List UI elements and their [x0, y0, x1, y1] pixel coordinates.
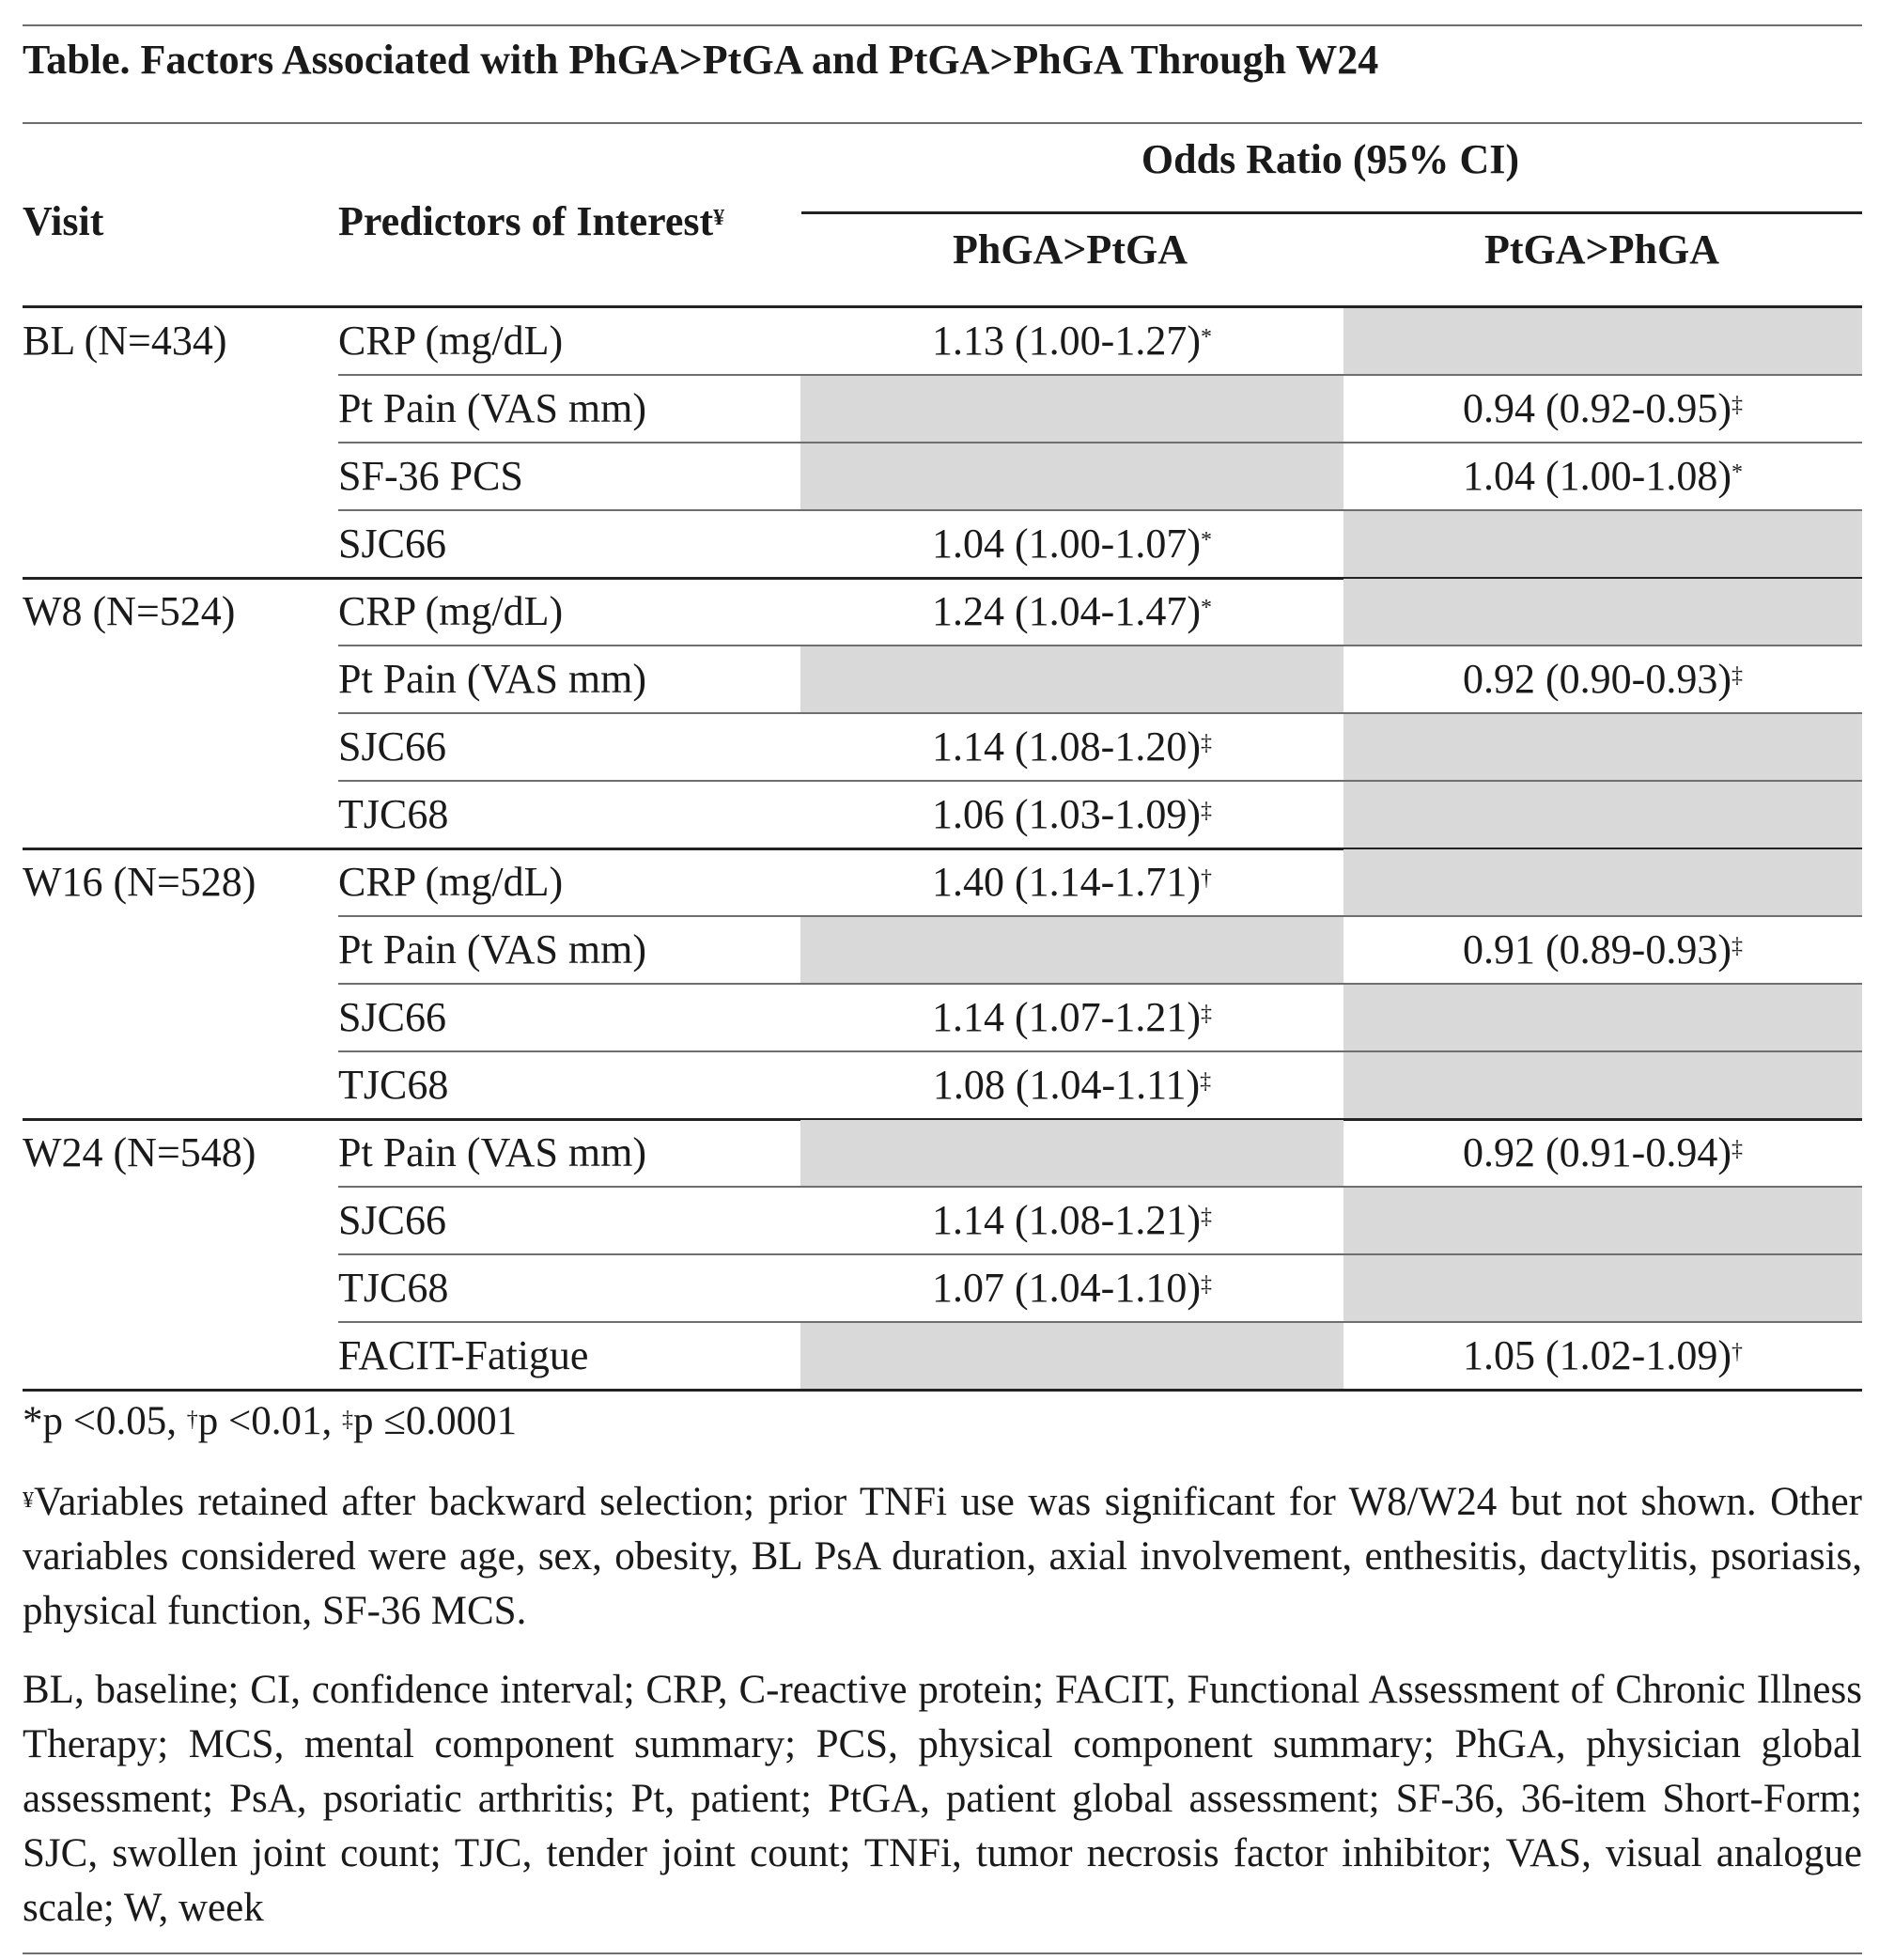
sig-p3: p ≤0.0001 — [353, 1399, 518, 1443]
predictor-cell — [338, 985, 799, 1051]
abbreviations-note: BL, baseline; CI, confidence interval; CRP, C-reactive protein; FACIT, Functional Assessment of Chronic Illness Therapy; MCS, mental component summary; PCS, physical component summary; PhGA, physician global assessment; PsA, psoriatic arthritis; Pt, patient; PtGA, patient global assessment; SF-36, 36-item Short-Form; SJC, swollen joint count; TJC, tender joint count; TNFi, tumor necrosis factor inhibitor; VAS, visual analogue scale; W, week — [23, 1668, 1862, 1930]
mark-ddagger: ‡ — [342, 1408, 354, 1432]
phga-ptga-cell-text: 1.24 (1.04-1.47) — [932, 588, 1201, 634]
predictor-cell — [338, 511, 799, 578]
phga-ptga-cell — [800, 1255, 1343, 1322]
visit-cell — [23, 511, 333, 578]
phga-ptga-cell-mark: * — [1200, 325, 1212, 350]
ptga-phga-cell — [1343, 782, 1862, 848]
predictor-cell-text: Pt Pain (VAS mm) — [338, 1129, 647, 1175]
bottom-rule — [23, 1952, 1862, 1954]
ptga-phga-cell — [1343, 917, 1862, 984]
visit-cell — [23, 985, 333, 1051]
predictor-cell-text: CRP (mg/dL) — [338, 318, 564, 364]
predictor-cell-text: TJC68 — [338, 1062, 449, 1108]
ptga-phga-cell — [1343, 1052, 1862, 1119]
title-rule — [23, 122, 1862, 124]
ptga-phga-cell-mark: ‡ — [1731, 934, 1743, 958]
ptga-phga-cell — [1343, 1323, 1862, 1390]
phga-ptga-cell-text: 1.07 (1.04-1.10) — [932, 1265, 1201, 1311]
phga-ptga-cell — [800, 1052, 1343, 1119]
phga-ptga-cell-mark: † — [1200, 866, 1212, 891]
visit-cell — [23, 1255, 333, 1322]
phga-ptga-cell-text: 1.14 (1.08-1.21) — [932, 1197, 1201, 1243]
visit-cell-text: BL (N=434) — [23, 318, 227, 364]
ptga-phga-cell-text: 0.92 (0.90-0.93) — [1463, 656, 1731, 702]
predictor-cell — [338, 1255, 799, 1322]
phga-ptga-cell — [800, 714, 1343, 781]
visit-cell — [23, 1323, 333, 1390]
phga-ptga-cell-text: 1.14 (1.07-1.21) — [932, 994, 1201, 1040]
ptga-phga-cell — [1343, 511, 1862, 578]
ptga-phga-cell-text: 0.91 (0.89-0.93) — [1463, 926, 1731, 972]
visit-cell-text: W8 (N=524) — [23, 588, 236, 634]
predictor-cell-text: SJC66 — [338, 1197, 446, 1243]
predictor-cell-text: SJC66 — [338, 994, 446, 1040]
ptga-phga-cell — [1343, 1188, 1862, 1254]
phga-ptga-cell-mark: * — [1200, 596, 1212, 620]
ptga-phga-cell-text: 0.92 (0.91-0.94) — [1463, 1129, 1731, 1175]
ptga-phga-cell — [1343, 849, 1862, 916]
predictor-cell-text: Pt Pain (VAS mm) — [338, 926, 647, 972]
predictor-cell-text: CRP (mg/dL) — [338, 588, 564, 634]
visit-cell — [23, 782, 333, 848]
header-col-ptga-phga: PtGA>PhGA — [1484, 226, 1719, 272]
visit-cell — [23, 646, 333, 713]
table-title: Table. Factors Associated with PhGA>PtGA and PtGA>PhGA Through W24 — [23, 37, 1379, 83]
significance-note — [23, 1394, 1862, 1449]
phga-ptga-cell-mark: * — [1200, 528, 1212, 552]
phga-ptga-cell-text: 1.14 (1.08-1.20) — [932, 723, 1201, 770]
predictor-cell — [338, 443, 799, 510]
phga-ptga-cell-mark: ‡ — [1200, 1002, 1212, 1026]
phga-ptga-cell — [800, 443, 1343, 510]
table-row — [23, 1120, 1862, 1188]
predictor-cell — [338, 782, 799, 848]
variables-mark: ¥ — [23, 1488, 34, 1513]
phga-ptga-cell-text: 1.40 (1.14-1.71) — [932, 859, 1201, 905]
table-row — [23, 1188, 1862, 1255]
phga-ptga-cell-mark: ‡ — [1200, 731, 1212, 755]
phga-ptga-cell-mark: ‡ — [1200, 799, 1212, 823]
phga-ptga-cell — [800, 782, 1343, 848]
table-row — [23, 511, 1862, 579]
phga-ptga-cell — [800, 308, 1343, 375]
ptga-phga-cell — [1343, 1255, 1862, 1322]
ptga-phga-cell — [1343, 443, 1862, 510]
ptga-phga-cell-mark: ‡ — [1731, 393, 1743, 417]
ptga-phga-cell-text: 1.04 (1.00-1.08) — [1463, 453, 1731, 499]
predictor-cell — [338, 849, 799, 916]
phga-ptga-cell-text: 1.13 (1.00-1.27) — [932, 318, 1201, 364]
predictor-cell-text: SJC66 — [338, 723, 446, 770]
phga-ptga-cell — [800, 1188, 1343, 1254]
table-row — [23, 443, 1862, 511]
ptga-phga-cell-mark: ‡ — [1731, 663, 1743, 688]
visit-cell — [23, 1052, 333, 1119]
phga-ptga-cell-mark: ‡ — [1200, 1272, 1212, 1297]
table-row — [23, 579, 1862, 646]
phga-ptga-cell — [800, 1323, 1343, 1390]
visit-cell-text: W16 (N=528) — [23, 859, 256, 905]
header-predictors — [338, 194, 724, 250]
visit-cell — [23, 579, 333, 646]
mark-dagger: † — [186, 1408, 198, 1432]
table-row — [23, 1052, 1862, 1120]
predictor-cell — [338, 376, 799, 443]
predictor-cell-text: TJC68 — [338, 1265, 449, 1311]
predictor-cell — [338, 714, 799, 781]
top-rule — [23, 24, 1862, 26]
phga-ptga-cell — [800, 646, 1343, 713]
predictor-cell — [338, 917, 799, 984]
predictor-cell-text: CRP (mg/dL) — [338, 859, 564, 905]
table-row — [23, 1323, 1862, 1391]
predictor-cell — [338, 1052, 799, 1119]
ptga-phga-cell-mark: * — [1731, 460, 1743, 485]
header-col-phga-ptga: PhGA>PtGA — [953, 226, 1188, 272]
visit-cell — [23, 1188, 333, 1254]
phga-ptga-cell-text: 1.06 (1.03-1.09) — [932, 791, 1201, 837]
table-row — [23, 985, 1862, 1052]
predictor-cell — [338, 579, 799, 646]
visit-cell — [23, 714, 333, 781]
phga-ptga-cell — [800, 1120, 1343, 1187]
ptga-phga-cell-text: 1.05 (1.02-1.09) — [1463, 1332, 1731, 1378]
visit-cell — [23, 308, 333, 375]
table-row — [23, 1255, 1862, 1323]
phga-ptga-cell-text: 1.04 (1.00-1.07) — [932, 521, 1201, 567]
predictor-cell-text: TJC68 — [338, 791, 449, 837]
variables-text: Variables retained after backward selection; prior TNFi use was significant for W8/W24 but not shown. Other variables considered were age, sex, obesity, BL PsA duration, axial involvement, enthesitis, dactylitis, psoriasis, physical function, SF-36 MCS. — [23, 1480, 1862, 1633]
visit-cell — [23, 443, 333, 510]
header-predictors-label: Predictors of Interest — [338, 198, 714, 244]
table-row — [23, 917, 1862, 985]
predictor-cell-text: SJC66 — [338, 521, 446, 567]
phga-ptga-cell-mark: ‡ — [1200, 1069, 1212, 1094]
header-visit: Visit — [23, 198, 104, 244]
mark-star: * — [23, 1399, 43, 1443]
predictor-cell — [338, 646, 799, 713]
table-row — [23, 849, 1862, 917]
ptga-phga-cell — [1343, 1120, 1862, 1187]
ptga-phga-cell — [1343, 308, 1862, 375]
ptga-phga-cell — [1343, 376, 1862, 443]
phga-ptga-cell — [800, 579, 1343, 646]
predictor-cell-text: Pt Pain (VAS mm) — [338, 656, 647, 702]
ptga-phga-cell-mark: ‡ — [1731, 1137, 1743, 1161]
row-separator — [23, 1389, 1862, 1392]
variables-note — [23, 1475, 1862, 1639]
phga-ptga-cell — [800, 985, 1343, 1051]
ptga-phga-cell — [1343, 714, 1862, 781]
visit-cell — [23, 376, 333, 443]
odds-ratio-rule — [801, 211, 1862, 214]
sig-p2: p <0.01, — [197, 1399, 343, 1443]
visit-cell — [23, 1120, 333, 1187]
ptga-phga-cell — [1343, 646, 1862, 713]
phga-ptga-cell — [800, 511, 1343, 578]
visit-cell-text: W24 (N=548) — [23, 1129, 256, 1175]
table-row — [23, 782, 1862, 849]
ptga-phga-cell-mark: † — [1731, 1340, 1743, 1364]
table-row — [23, 646, 1862, 714]
predictor-cell — [338, 1120, 799, 1187]
sig-p1: p <0.05, — [42, 1399, 187, 1443]
phga-ptga-cell-mark: ‡ — [1200, 1205, 1212, 1229]
ptga-phga-cell-text: 0.94 (0.92-0.95) — [1463, 385, 1731, 431]
predictor-cell-text: FACIT-Fatigue — [338, 1332, 589, 1378]
phga-ptga-cell — [800, 917, 1343, 984]
phga-ptga-cell-text: 1.08 (1.04-1.11) — [932, 1062, 1201, 1108]
visit-cell — [23, 849, 333, 916]
predictor-cell — [338, 1323, 799, 1390]
header-odds-ratio: Odds Ratio (95% CI) — [1141, 136, 1520, 182]
phga-ptga-cell — [800, 376, 1343, 443]
ptga-phga-cell — [1343, 985, 1862, 1051]
visit-cell — [23, 917, 333, 984]
predictor-cell-text: Pt Pain (VAS mm) — [338, 385, 647, 431]
table-row — [23, 376, 1862, 443]
predictor-cell — [338, 308, 799, 375]
predictor-cell-text: SF-36 PCS — [338, 453, 523, 499]
table-row — [23, 714, 1862, 782]
predictor-cell — [338, 1188, 799, 1254]
header-predictors-mark: ¥ — [713, 206, 725, 230]
table-row — [23, 308, 1862, 376]
ptga-phga-cell — [1343, 579, 1862, 646]
phga-ptga-cell — [800, 849, 1343, 916]
